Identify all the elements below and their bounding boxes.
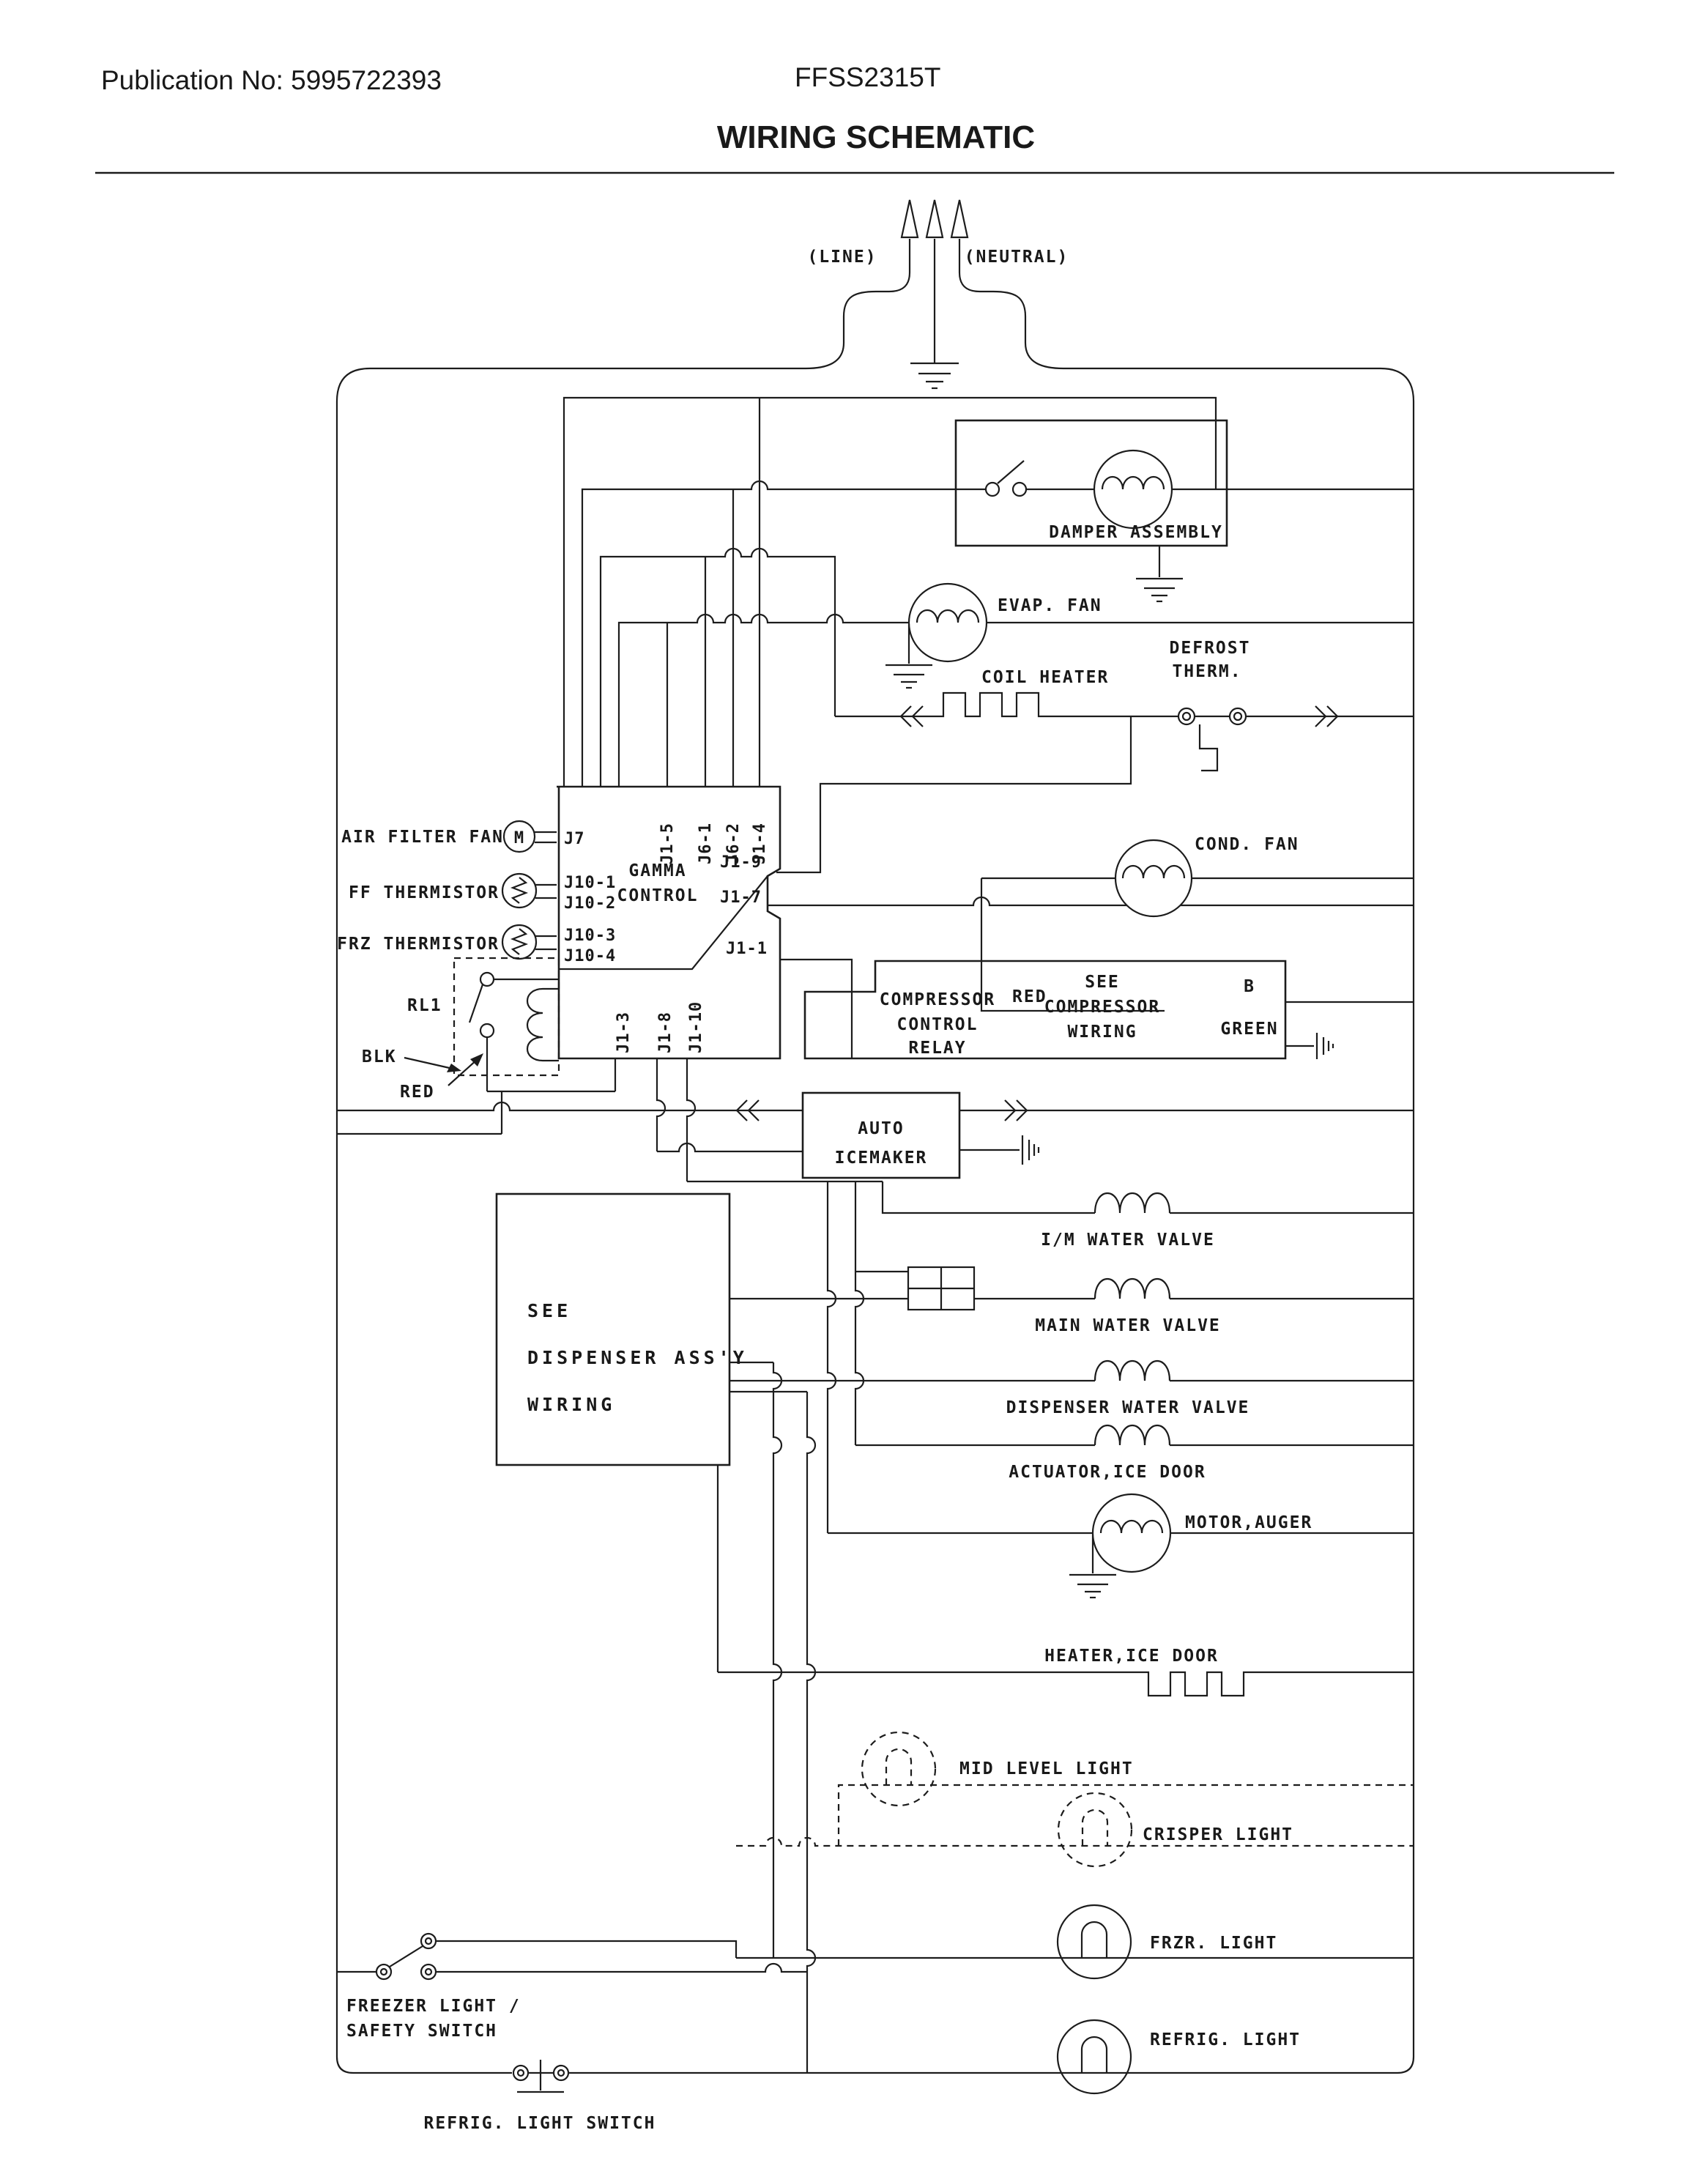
dispenser-valve-label: DISPENSER WATER VALVE: [1006, 1398, 1250, 1417]
see-dispenser-label-1: SEE: [527, 1300, 572, 1321]
icemaker-label-2: ICEMAKER: [834, 1149, 928, 1168]
crisper-light-label: CRISPER LIGHT: [1143, 1825, 1294, 1844]
compressor-relay-label-1: COMPRESSOR: [879, 990, 996, 1009]
damper-assembly-label: DAMPER ASSEMBLY: [1049, 523, 1223, 542]
pin-j1-8: J1-8: [656, 1012, 675, 1053]
icemaker-label-1: AUTO: [858, 1119, 905, 1138]
red-arrow: [448, 1059, 478, 1086]
switch-terminal-inner: [426, 1938, 431, 1944]
damper-switch-terminal: [1013, 483, 1026, 496]
plug-prong-line-icon: [902, 200, 918, 237]
frzr-light-filament: [1082, 1922, 1107, 1958]
refrig-light-switch: [424, 2060, 656, 2133]
refrig-light-filament: [1082, 2037, 1107, 2073]
im-valve-label: I/M WATER VALVE: [1041, 1231, 1215, 1250]
ff-thermistor-leads: [535, 885, 557, 898]
compressor-b-label: B: [1244, 977, 1255, 996]
motor-auger-icon: [1093, 1494, 1170, 1572]
defrost-terminal-inner: [1234, 713, 1241, 720]
frzr-light-lamp-icon: [1058, 1905, 1131, 1978]
header: [95, 62, 1614, 173]
neutral-label: (NEUTRAL): [964, 248, 1069, 267]
plug-prong-ground-icon: [927, 200, 943, 237]
switch-terminal-inner: [381, 1969, 387, 1975]
pin-j1-3: J1-3: [614, 1012, 633, 1053]
gamma-control: [557, 787, 780, 1058]
coil-heater-wire: [835, 693, 1414, 716]
mid-light-lamp-icon: [862, 1732, 935, 1806]
cond-fan-label: COND. FAN: [1195, 835, 1299, 854]
pin-j10-3: J10-3: [564, 927, 617, 945]
neutral-bus-wire: [568, 239, 1414, 2073]
pin-j1-4: J1-4: [751, 823, 769, 864]
ground-icon: [1069, 1575, 1116, 1598]
water-valves: [729, 1181, 1414, 1445]
refrig-switch-label: REFRIG. LIGHT SWITCH: [423, 2114, 656, 2133]
rl1-relay-box: [454, 958, 559, 1075]
crisper-light-filament: [1083, 1810, 1107, 1846]
frz-thermistor-leads: [535, 936, 557, 949]
pin-j6-2: J6-2: [724, 823, 743, 864]
blk-arrowhead: [447, 1064, 461, 1072]
heater-ice-door-wire: [718, 1672, 1414, 1696]
top-feed-wires: [564, 398, 1414, 787]
see-dispenser-label-2: DISPENSER ASS'Y: [527, 1347, 748, 1368]
ff-thermistor-label: FF THERMISTOR: [348, 883, 500, 902]
crisper-light-wire: [736, 1838, 1414, 1846]
ground-right-icon: [1317, 1033, 1333, 1059]
damper-switch-terminal: [986, 483, 999, 496]
blk-label: BLK: [362, 1047, 397, 1066]
lights: [437, 1732, 1414, 2093]
pin-j7: J7: [564, 830, 585, 848]
compressor-zone: [805, 835, 1414, 1059]
pin-j10-4: J10-4: [564, 947, 617, 965]
compressor-relay-label-2: CONTROL: [896, 1015, 979, 1034]
compressor-red-label: RED: [1012, 987, 1047, 1006]
valve-connector-block-cells: [908, 1267, 974, 1310]
ground-icon: [885, 665, 932, 688]
switch-lever: [390, 1946, 423, 1967]
cond-fan-motor-icon: [1115, 840, 1192, 916]
rl1-label: RL1: [407, 996, 442, 1015]
red-label: RED: [400, 1083, 435, 1102]
switch-terminal-inner: [518, 2070, 524, 2076]
ground-right-icon: [1022, 1135, 1039, 1165]
heater-ice-door: [718, 1647, 1414, 1696]
defrost-thermostat-step: [1200, 724, 1217, 771]
freezer-switch-label-1: FREEZER LIGHT /: [346, 1997, 521, 2016]
page-title: WIRING SCHEMATIC: [716, 119, 1036, 155]
pin-j1-1: J1-1: [726, 940, 768, 958]
evap-fan-motor-icon: [909, 584, 987, 661]
main-valve-label: MAIN WATER VALVE: [1035, 1316, 1221, 1335]
dispenser-box: [497, 1194, 729, 1465]
im-valve-coil-icon: [1095, 1193, 1170, 1213]
damper-switch-lever: [998, 461, 1024, 483]
ground-icon: [910, 363, 959, 388]
refrig-light-lamp-icon: [1058, 2020, 1131, 2093]
gamma-left-sensors: [337, 821, 557, 959]
dispenser-valve-coil-icon: [1095, 1361, 1170, 1381]
actuator-label: ACTUATOR,ICE DOOR: [1009, 1463, 1206, 1482]
j1-8-route: [657, 1058, 803, 1151]
switch-terminal-inner: [558, 2070, 564, 2076]
auto-icemaker: [337, 1093, 1414, 1178]
pin-j1-10: J1-10: [687, 1001, 705, 1053]
line-label: (LINE): [807, 248, 877, 267]
im-valve-wire: [883, 1181, 1414, 1213]
air-filter-fan-m: M: [513, 829, 525, 847]
main-valve-coil-icon: [1095, 1279, 1170, 1299]
rl1-contact-lower: [480, 1024, 494, 1037]
defrost-terminal-inner: [1183, 713, 1190, 720]
rl1-coil-leads: [543, 989, 559, 1061]
pin-j10-1: J10-1: [564, 874, 617, 892]
freezer-switch-label-2: SAFETY SWITCH: [346, 2022, 498, 2041]
block-and-actuator-feed: [855, 1181, 908, 1445]
see-compressor-label-3: WIRING: [1067, 1023, 1137, 1042]
defrost-therm-label-1: DEFROST: [1169, 639, 1251, 658]
see-dispenser-label-3: WIRING: [527, 1394, 616, 1415]
frz-thermistor-label: FRZ THERMISTOR: [337, 935, 500, 954]
pin-j1-7: J1-7: [720, 888, 762, 907]
j1-9-sense-wire: [776, 716, 1131, 872]
blk-arrow: [404, 1058, 453, 1069]
pin-j6-1: J6-1: [697, 823, 715, 864]
rl1-contact-upper: [480, 973, 494, 986]
feed-wire-coil-heater: [601, 549, 835, 787]
rl1-coil: [527, 989, 543, 1061]
heater-ice-door-label: HEATER,ICE DOOR: [1044, 1647, 1219, 1666]
air-filter-fan-label: AIR FILTER FAN: [341, 828, 504, 847]
line-bus-wire: [337, 239, 910, 2073]
see-compressor-label-1: SEE: [1085, 973, 1120, 992]
blk-red-wiring: [337, 1037, 615, 1134]
damper-motor-icon: [1094, 450, 1172, 528]
damper-assembly: [956, 420, 1414, 601]
refrig-light-label: REFRIG. LIGHT: [1150, 2030, 1302, 2049]
switch-terminal-inner: [426, 1969, 431, 1975]
pin-j10-2: J10-2: [564, 894, 617, 913]
pin-j1-9: J1-9: [720, 853, 762, 872]
plug-prong-neutral-icon: [951, 200, 968, 237]
pin-j1-5: J1-5: [658, 823, 677, 864]
defrost-therm-label-2: THERM.: [1172, 662, 1242, 681]
door-feed-wire-2: [729, 1392, 815, 2073]
switch-lower-wire: [437, 1964, 807, 1972]
compressor-relay-label-3: RELAY: [908, 1039, 967, 1058]
air-filter-fan-leads: [535, 832, 557, 842]
gamma-label-2: CONTROL: [617, 886, 699, 905]
crisper-light-lamp-icon: [1058, 1793, 1132, 1866]
evap-fan-label: EVAP. FAN: [998, 596, 1102, 615]
compressor-green-label: GREEN: [1220, 1020, 1279, 1039]
j1-7-wire: [768, 897, 1414, 905]
publication-number: Publication No: 5995722393: [101, 65, 442, 95]
rl1-relay: [407, 958, 559, 1075]
mid-light-label: MID LEVEL LIGHT: [959, 1759, 1134, 1778]
door-feed-wire-1: [729, 1362, 781, 1958]
frzr-light-label: FRZR. LIGHT: [1150, 1934, 1278, 1953]
motor-auger-label: MOTOR,AUGER: [1185, 1513, 1313, 1532]
coil-heater-defrost: [835, 639, 1414, 771]
model-number: FFSS2315T: [795, 62, 941, 92]
rl1-lever: [469, 984, 483, 1023]
mid-light-filament: [886, 1749, 911, 1785]
icemaker-feed-wire: [337, 1102, 803, 1110]
see-compressor-label-2: COMPRESSOR: [1044, 998, 1161, 1017]
gamma-label-1: GAMMA: [628, 861, 687, 880]
j1-1-wire: [780, 960, 852, 1058]
actuator-coil-icon: [1095, 1425, 1170, 1445]
ground-icon: [1136, 579, 1183, 601]
coil-heater-label: COIL HEATER: [981, 668, 1110, 687]
